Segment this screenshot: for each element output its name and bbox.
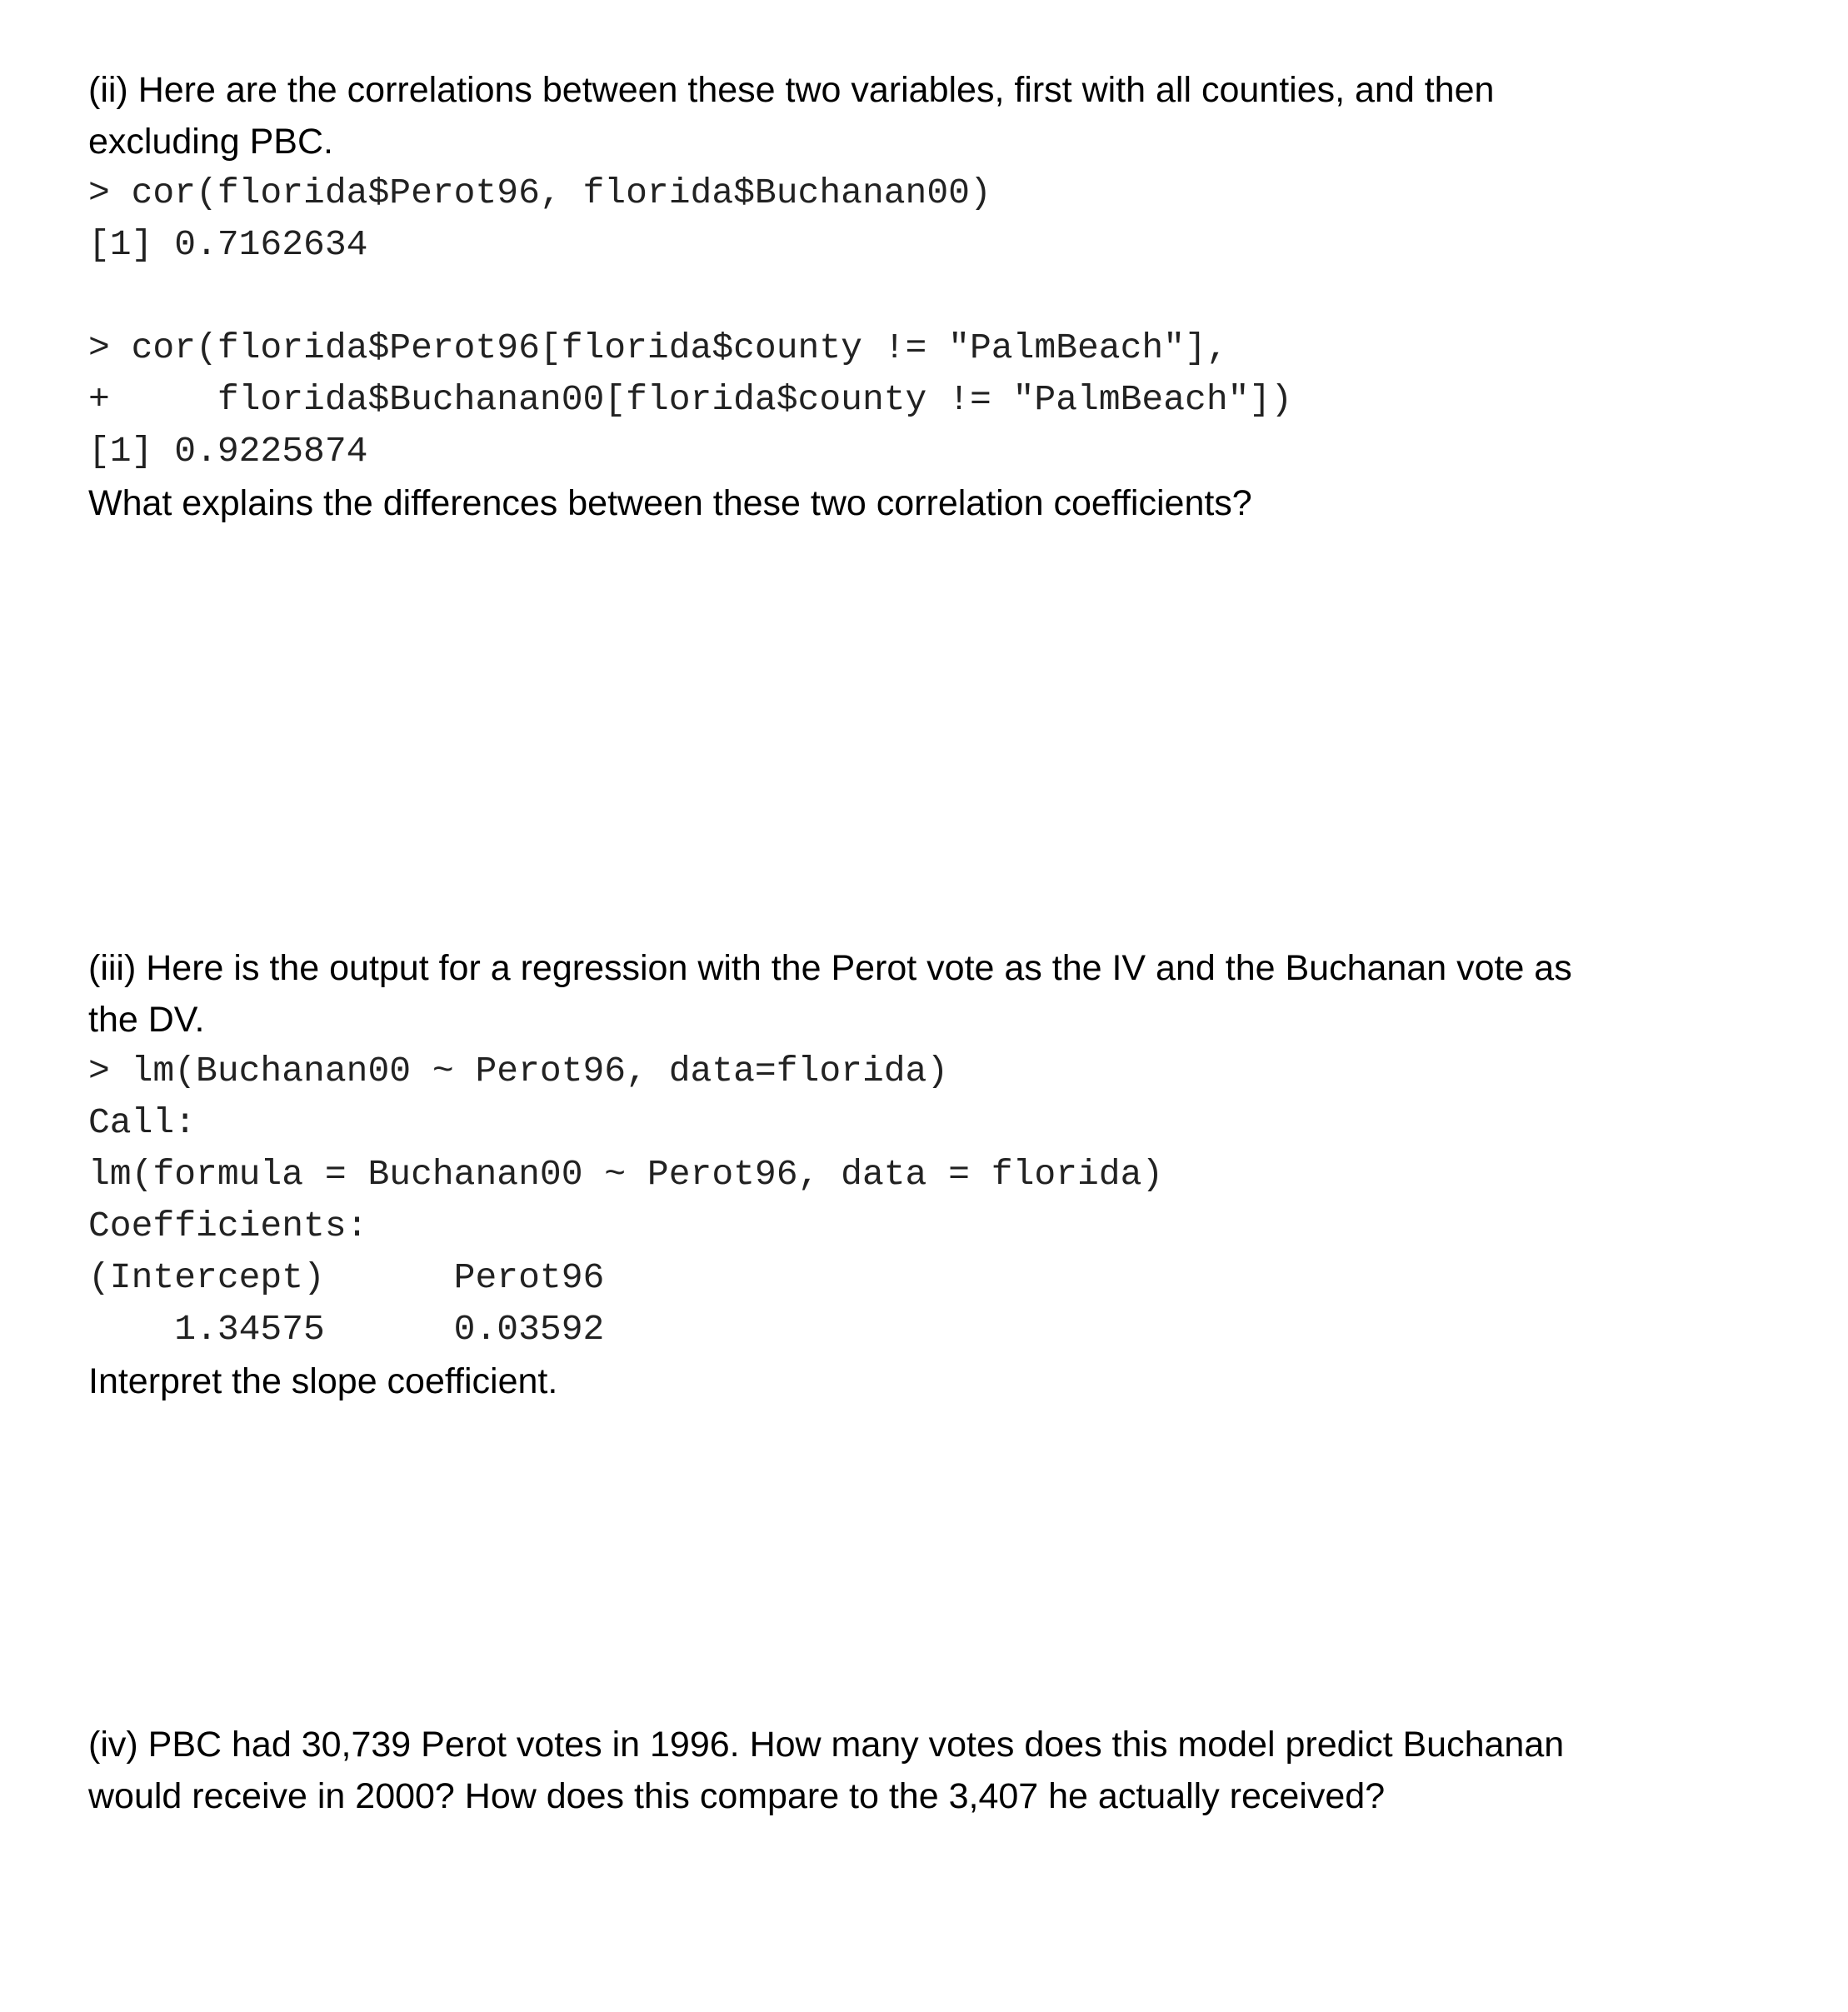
code-lm: > lm(Buchanan00 ~ Perot96, data=florida) (88, 1051, 949, 1091)
call-label: Call: (88, 1102, 197, 1143)
section-iii-intro-line2: the DV. (88, 1000, 205, 1040)
section-ii-question: What explains the differences between these two correlation coefficients? (88, 483, 1252, 523)
coefficients-header: (Intercept) Perot96 (88, 1257, 605, 1298)
section-ii (88, 64, 1755, 529)
coefficients-values: 1.34575 0.03592 (88, 1309, 605, 1350)
output-cor-excl: [1] 0.9225874 (88, 431, 368, 472)
section-iv (88, 1719, 1755, 1822)
section-iii (88, 942, 1755, 1407)
section-iii-intro-line1: (iii) Here is the output for a regression with the Perot vote as the IV and the Buchanan vote as (88, 948, 1572, 988)
section-iii-question: Interpret the slope coefficient. (88, 1361, 558, 1401)
coefficients-label: Coefficients: (88, 1206, 368, 1246)
section-iv-line1: (iv) PBC had 30,739 Perot votes in 1996. How many votes does this model predict Buchanan (88, 1725, 1565, 1765)
section-ii-intro-line1: (ii) Here are the correlations between these two variables, first with all counties, and then (88, 70, 1495, 110)
code-cor-excl-line2: + florida$Buchanan00[florida$county != "PalmBeach"]) (88, 379, 1293, 420)
call-formula: lm(formula = Buchanan00 ~ Perot96, data = florida) (88, 1154, 1164, 1195)
section-ii-intro-line2: excluding PBC. (88, 122, 333, 162)
code-cor-excl-line1: > cor(florida$Perot96[florida$county != "PalmBeach"], (88, 327, 1228, 368)
blank-line (88, 271, 1755, 322)
section-iv-line2: would receive in 2000? How does this compare to the 3,407 he actually received? (88, 1776, 1386, 1816)
code-cor-all: > cor(florida$Perot96, florida$Buchanan00) (88, 172, 991, 213)
output-cor-all: [1] 0.7162634 (88, 224, 368, 265)
